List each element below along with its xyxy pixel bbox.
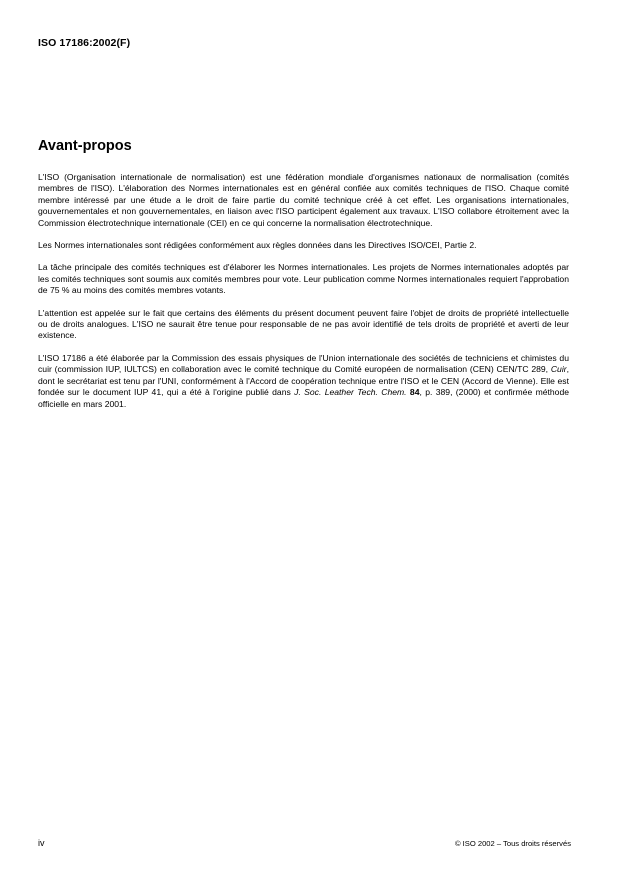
journal-title: J. Soc. Leather Tech. Chem.: [294, 387, 407, 398]
paragraph-preparation: [38, 353, 569, 410]
committee-title-cuir: Cuir: [550, 364, 567, 375]
paragraph-technical-committees: La tâche principale des comités techniques est d'élaborer les Normes internationales. Les projets de Normes internationales adoptés par les comités techniques sont soumis aux comités membres pour vote. Leur publication comme Normes internationales requiert l'approbation de 75 % au moins des comités membres votants.: [38, 262, 569, 296]
preparation-text-2: , dont le secrétariat est tenu par l'UNI, conformément à l'Accord de coopération technique entre l'ISO et le CEN (Accord de Vienne). Elle est fondée sur le document IUP 41, qui a été à l'origine publié dans: [38, 364, 569, 398]
preparation-text-1: L'ISO 17186 a été élaborée par la Commission des essais physiques de l'Union internationale des sociétés de techniciens et chimistes du cuir (commission IUP, IULTCS) en collaboration avec le comité technique du Comité européen de normalisation (CEN) CEN/TC 289,: [38, 352, 569, 375]
foreword-body: [38, 172, 569, 421]
journal-volume: 84: [409, 387, 420, 398]
section-title: Avant-propos: [38, 138, 132, 154]
copyright-notice: © ISO 2002 – Tous droits réservés: [454, 839, 571, 848]
document-identifier: ISO 17186:2002(F): [38, 37, 131, 49]
paragraph-iso-organisation: L'ISO (Organisation internationale de normalisation) est une fédération mondiale d'organismes nationaux de normalisation (comités membres de l'ISO). L'élaboration des Normes internationales est en général confiée aux comités techniques de l'ISO. Chaque comité membre intéressé par une étude a le droit de faire partie du comité technique créé à cet effet. Les organisations internationales, gouvernementales et non gouvernementales, en liaison avec l'ISO participent également aux travaux. L'ISO collabore étroitement avec la Commission électrotechnique internationale (CEI) en ce qui concerne la normalisation électrotechnique.: [38, 172, 569, 228]
page-number: iv: [38, 838, 45, 848]
paragraph-directives: Les Normes internationales sont rédigées conformément aux règles données dans les Directives ISO/CEI, Partie 2.: [38, 240, 477, 251]
paragraph-patent-rights: L'attention est appelée sur le fait que certains des éléments du présent document peuvent faire l'objet de droits de propriété intellectuelle ou de droits analogues. L'ISO ne saurait être tenue pour responsable de ne pas avoir identifié de tels droits de propriété et averti de leur existence.: [38, 307, 569, 341]
preparation-text-3: , p. 389, (2000) et confirmée méthode officielle en mars 2001.: [38, 387, 570, 409]
